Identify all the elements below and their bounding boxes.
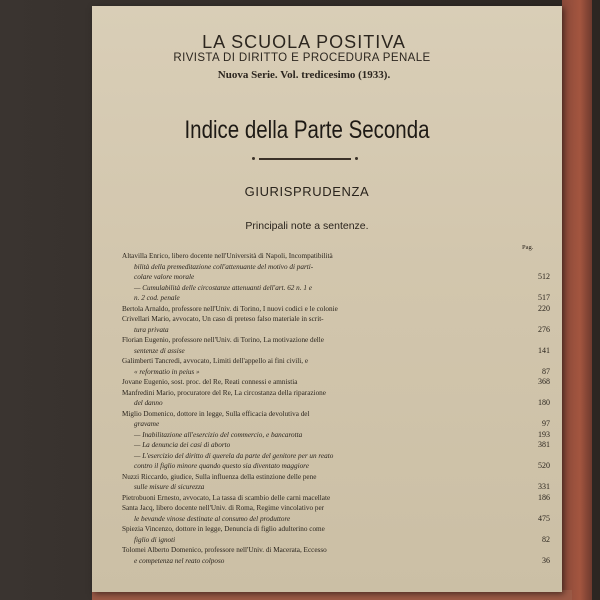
index-entry-page: 186 <box>538 492 550 502</box>
index-entry-text: colare valore morale <box>134 273 195 281</box>
index-entry-text: — Inabilitazione all'esercizio del commercio, e bancarotta <box>134 430 303 439</box>
index-entry-text: figlio di ignoti <box>134 535 176 544</box>
index-entry-text: n. 2 cod. penale <box>134 294 180 302</box>
index-entry-page: 381 <box>538 440 550 449</box>
index-entry <box>122 440 550 451</box>
index-entry-text: bilità della premeditazione coll'attenuante del motivo di parti- <box>134 262 314 271</box>
index-entry <box>122 545 550 556</box>
index-entry-text: Crivellari Mario, avvocato, Un caso di preteso falso materiale in scrit- <box>122 315 324 323</box>
index-entry <box>122 398 550 409</box>
index-entry-text: Santa Jacq, libero docente nell'Univ. di Roma, Regime vincolativo per <box>122 504 325 512</box>
journal-subtitle: RIVISTA DI DIRITTO E PROCEDURA PENALE <box>173 52 431 64</box>
index-entry-page: 97 <box>542 419 550 428</box>
index-entry <box>122 503 550 514</box>
index-entry-page: 82 <box>542 534 550 544</box>
index-entry <box>122 335 550 346</box>
divider-dot <box>252 157 255 160</box>
index-entry <box>122 461 550 472</box>
index-entry-text: sulle misure di sicurezza <box>134 483 205 491</box>
index-entry <box>122 419 550 430</box>
index-entry <box>122 482 550 493</box>
page-column-label: Pag. <box>522 244 534 251</box>
index-entry-text: gravame <box>134 420 160 428</box>
index-entry-text: le bevande vinose destinate al consumo del produttore <box>134 514 291 523</box>
journal-title: LA SCUOLA POSITIVA <box>202 32 406 52</box>
index-entry <box>122 367 550 378</box>
index-entry <box>122 356 550 367</box>
book-page <box>92 6 562 592</box>
index-entry-page: 276 <box>538 324 550 334</box>
index-entry-page: 517 <box>538 293 550 302</box>
book-spine <box>562 0 592 600</box>
index-entry <box>122 377 550 388</box>
index-entry-text: Bertola Arnaldo, professore nell'Univ. di Torino, I nuovi codici e le colonie <box>122 304 338 313</box>
index-entry-page: 368 <box>538 377 550 386</box>
index-entry-text: Pietrobuoni Ernesto, avvocato, La tassa di scambio delle carni macellate <box>122 493 331 502</box>
index-entry-page: 193 <box>538 429 550 439</box>
index-entry <box>122 430 550 441</box>
index-entry <box>122 346 550 357</box>
index-entry-text: e competenza nel reato colposo <box>134 556 225 565</box>
index-entry-text: Altavilla Enrico, libero docente nell'Università di Napoli, Incompatibilità <box>122 252 333 260</box>
index-entry-page: 36 <box>542 555 550 565</box>
index-entry-text: — Cumulabilità delle circostanze attenuanti dell'art. 62 n. 1 e <box>134 283 312 292</box>
index-entry-text: tura privata <box>134 325 169 334</box>
index-entry <box>122 524 550 535</box>
index-entry <box>122 314 550 325</box>
index-entry-text: — La denuncia dei casi di aborto <box>134 441 231 449</box>
index-entry <box>122 451 550 462</box>
index-entry <box>122 251 550 262</box>
index-entry <box>122 262 550 273</box>
section-heading: GIURISPRUDENZA <box>244 184 370 199</box>
index-entry-text: Florian Eugenio, professore nell'Univ. di Torino, La motivazione delle <box>122 336 324 344</box>
index-entry-page: 141 <box>538 345 550 355</box>
index-entry-page: 87 <box>542 366 550 376</box>
index-entry-text: Jovane Eugenio, sost. proc. del Re, Reati connessi e amnistia <box>122 378 298 386</box>
index-entry-text: Miglio Domenico, dottore in legge, Sulla efficacia devolutiva del <box>122 409 310 418</box>
section-subheading: Principali note a sentenze. <box>245 220 369 232</box>
index-entry-page: 475 <box>538 513 550 523</box>
index-entry-page: 512 <box>538 272 550 281</box>
index-entry <box>122 556 550 567</box>
index-entry <box>122 493 550 504</box>
index-entry <box>122 283 550 294</box>
index-entry-text: contro il figlio minore quando questo sia diventato maggiore <box>134 462 309 470</box>
index-entry-page: 520 <box>538 461 550 470</box>
index-entry-text: Tolomei Alberto Domenico, professore nell'Univ. di Macerata, Eccesso <box>122 546 327 554</box>
index-entry-text: « reformatio in peius » <box>134 367 200 376</box>
index-entries <box>122 251 550 566</box>
index-entry-page: 220 <box>538 303 550 313</box>
index-entry <box>122 472 550 483</box>
index-entry-page: 331 <box>538 482 550 491</box>
index-entry-page: 180 <box>538 398 550 407</box>
index-entry <box>122 304 550 315</box>
divider <box>259 158 351 160</box>
index-entry <box>122 293 550 304</box>
index-entry <box>122 409 550 420</box>
index-entry <box>122 514 550 525</box>
index-entry <box>122 325 550 336</box>
index-entry <box>122 388 550 399</box>
index-entry-text: Nuzzi Riccardo, giudice, Sulla influenza della estinzione delle pene <box>122 472 317 481</box>
index-title: Indice della Parte Seconda <box>184 116 430 144</box>
index-entry <box>122 535 550 546</box>
journal-series: Nuova Serie. Vol. tredicesimo (1933). <box>217 69 391 81</box>
index-entry-text: Galimberti Tancredi, avvocato, Limiti dell'appello ai fini civili, e <box>122 357 309 365</box>
index-entry-text: Spiezia Vincenzo, dottore in legge, Denuncia di figlio adulterino come <box>122 525 325 533</box>
index-entry-text: sentenze di assise <box>134 346 185 355</box>
index-entry <box>122 272 550 283</box>
index-entry-text: del danno <box>134 399 163 407</box>
index-entry-text: Manfredini Mario, procuratore del Re, La circostanza della riparazione <box>122 388 326 397</box>
divider-dot <box>355 157 358 160</box>
index-entry-text: — L'esercizio del diritto di querela da parte del genitore per un reato <box>134 451 334 460</box>
